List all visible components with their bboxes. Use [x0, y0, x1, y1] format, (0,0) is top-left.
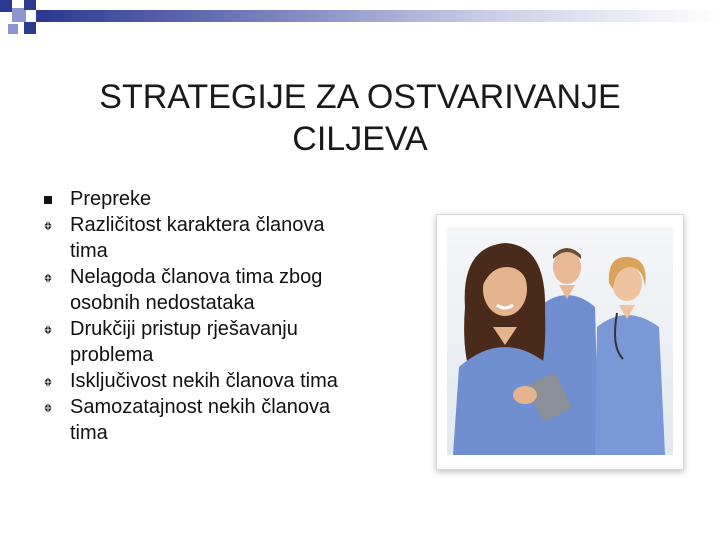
decor-square [24, 22, 36, 34]
diamond-bullet-icon [42, 316, 58, 342]
decor-square [12, 8, 26, 22]
nurses-team-photo [447, 227, 673, 455]
decor-gradient-bar [40, 10, 720, 22]
bullet-item [42, 316, 362, 368]
diamond-bullet-icon [42, 264, 58, 290]
bullet-text: Drukčiji pristup rješavanju problema [70, 318, 298, 366]
bullet-text: Isključivost nekih članova tima [70, 370, 338, 392]
bullet-item [42, 212, 362, 264]
bullet-item [42, 394, 362, 446]
bullet-item [42, 368, 362, 394]
bullet-text: Različitost karaktera članova tima [70, 214, 325, 262]
bullet-text: Nelagoda članova tima zbog osobnih nedostataka [70, 266, 323, 314]
decor-square [24, 0, 36, 10]
diamond-bullet-icon [42, 368, 58, 394]
bullet-text: Samozatajnost nekih članova tima [70, 396, 331, 444]
square-bullet-icon [42, 186, 58, 212]
diamond-bullet-icon [42, 394, 58, 420]
decor-square [8, 24, 18, 34]
bullet-text: Prepreke [70, 188, 152, 210]
bullet-item [42, 264, 362, 316]
slide-title-line1: STRATEGIJE ZA OSTVARIVANJE [99, 78, 621, 116]
photo-frame [436, 214, 684, 470]
slide-title-line2: CILJEVA [292, 120, 428, 158]
bullet-list [42, 186, 362, 446]
decor-square [0, 0, 12, 12]
diamond-bullet-icon [42, 212, 58, 238]
bullet-item [42, 186, 362, 212]
slide-title [40, 76, 680, 160]
top-decoration [0, 0, 720, 40]
